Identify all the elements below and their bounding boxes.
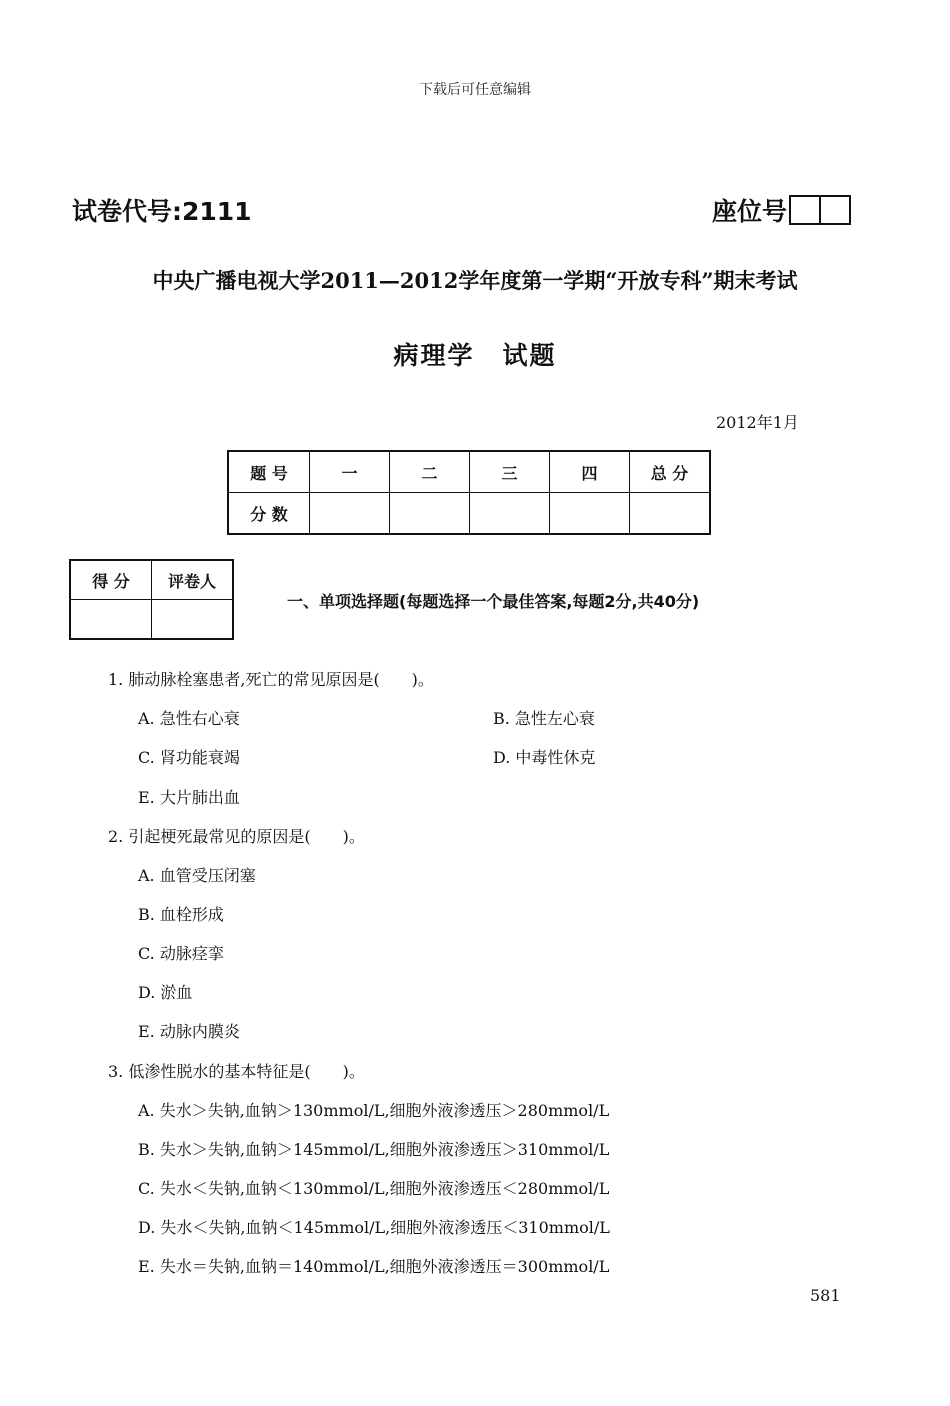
score-table-cell: 题 号 xyxy=(228,451,310,493)
question-option: E. 大片肺出血 xyxy=(138,788,240,807)
score-entry-cell xyxy=(390,493,470,535)
score-entry-cell xyxy=(630,493,711,535)
question-stem: 1. 肺动脉栓塞患者,死亡的常见原因是( )。 xyxy=(108,670,434,689)
score-entry-cell xyxy=(470,493,550,535)
question-option: D. 失水＜失钠,血钠＜145mmol/L,细胞外液渗透压＜310mmol/L xyxy=(138,1218,610,1237)
grader-name-cell xyxy=(152,600,234,640)
question-option: C. 失水＜失钠,血钠＜130mmol/L,细胞外液渗透压＜280mmol/L xyxy=(138,1179,610,1198)
download-watermark-text: 下载后可任意编辑 xyxy=(419,82,531,98)
score-table-cell: 一 xyxy=(310,451,390,493)
question-option: A. 急性右心衰 xyxy=(138,709,240,728)
grader-table xyxy=(69,559,234,640)
question-option: E. 动脉内膜炎 xyxy=(138,1022,240,1041)
score-table xyxy=(227,450,711,535)
section-heading: 一、单项选择题(每题选择一个最佳答案,每题2分,共40分) xyxy=(287,592,700,611)
question-stem: 2. 引起梗死最常见的原因是( )。 xyxy=(108,827,365,846)
question-option: E. 失水＝失钠,血钠＝140mmol/L,细胞外液渗透压＝300mmol/L xyxy=(138,1257,610,1276)
score-table-cell: 三 xyxy=(470,451,550,493)
score-table-cell: 四 xyxy=(550,451,630,493)
question-option: C. 肾功能衰竭 xyxy=(138,748,240,767)
question-option: B. 失水＞失钠,血钠＞145mmol/L,细胞外液渗透压＞310mmol/L xyxy=(138,1140,610,1159)
seat-number-label: 座位号 xyxy=(712,197,788,226)
seat-number-field xyxy=(712,192,851,228)
subject-name: 病理学 xyxy=(393,341,475,370)
score-table-header-row xyxy=(228,451,710,493)
subject-suffix: 试题 xyxy=(502,341,557,370)
question-option: D. 中毒性休克 xyxy=(493,748,596,767)
score-table-cell: 分 数 xyxy=(228,493,310,535)
question-option: B. 血栓形成 xyxy=(138,905,224,924)
question-stem: 3. 低渗性脱水的基本特征是( )。 xyxy=(108,1062,365,1081)
score-table-cell: 二 xyxy=(390,451,470,493)
question-option: C. 动脉痉挛 xyxy=(138,944,224,963)
exam-title: 中央广播电视大学2011—2012学年度第一学期“开放专科”期末考试 xyxy=(152,268,798,293)
grader-table-grader-header: 评卷人 xyxy=(152,560,234,600)
score-table-cell: 总 分 xyxy=(630,451,711,493)
question-option: D. 淤血 xyxy=(138,983,193,1002)
grader-table-score-header: 得 分 xyxy=(70,560,152,600)
paper-code: 试卷代号:2111 xyxy=(72,197,252,226)
question-option: A. 血管受压闭塞 xyxy=(138,866,256,885)
subject-title xyxy=(0,336,950,372)
question-option: B. 急性左心衰 xyxy=(493,709,595,728)
question-option: A. 失水＞失钠,血钠＞130mmol/L,细胞外液渗透压＞280mmol/L xyxy=(138,1101,610,1120)
grader-score-cell xyxy=(70,600,152,640)
exam-date: 2012年1月 xyxy=(716,413,799,432)
seat-number-boxes xyxy=(789,195,851,225)
score-entry-cell xyxy=(550,493,630,535)
score-entry-cell xyxy=(310,493,390,535)
score-table-score-row xyxy=(228,493,710,535)
page-number: 581 xyxy=(810,1286,841,1305)
